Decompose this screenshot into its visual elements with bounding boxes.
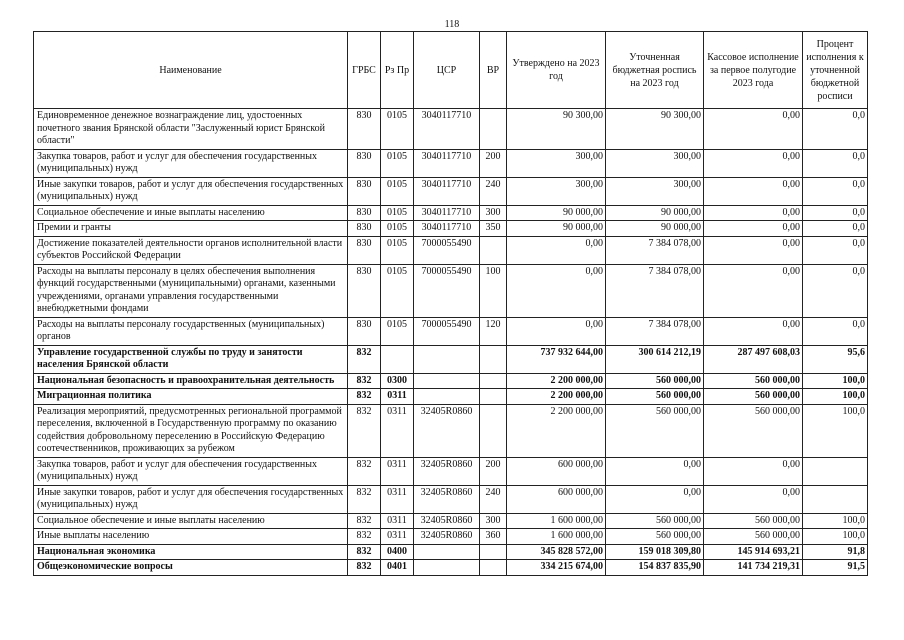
table-row	[34, 264, 868, 317]
table-row	[34, 149, 868, 177]
cell-approved: 334 215 674,00	[507, 560, 606, 576]
cell-csr	[414, 560, 480, 576]
cell-grbs: 830	[348, 205, 381, 221]
table-row	[34, 345, 868, 373]
cell-rzpr: 0105	[381, 177, 414, 205]
cell-name: Иные закупки товаров, работ и услуг для обеспечения государственных (муниципальных) нужд	[34, 485, 348, 513]
cell-name: Иные выплаты населению	[34, 529, 348, 545]
cell-approved: 1 600 000,00	[507, 513, 606, 529]
header-row	[34, 32, 868, 109]
cell-approved: 2 200 000,00	[507, 373, 606, 389]
cell-name: Иные закупки товаров, работ и услуг для обеспечения государственных (муниципальных) нужд	[34, 177, 348, 205]
cell-grbs: 832	[348, 373, 381, 389]
table-row	[34, 544, 868, 560]
cell-percent: 100,0	[803, 529, 868, 545]
cell-csr	[414, 345, 480, 373]
cell-grbs: 830	[348, 236, 381, 264]
cell-percent: 100,0	[803, 373, 868, 389]
cell-csr: 32405R0860	[414, 404, 480, 457]
cell-vr: 200	[480, 457, 507, 485]
cell-rzpr: 0311	[381, 529, 414, 545]
cell-grbs: 832	[348, 529, 381, 545]
cell-refined: 90 000,00	[606, 205, 704, 221]
table-row	[34, 404, 868, 457]
cell-rzpr: 0105	[381, 317, 414, 345]
cell-vr: 200	[480, 149, 507, 177]
cell-vr	[480, 389, 507, 405]
header-approved: Утверждено на 2023 год	[507, 32, 606, 109]
header-name: Наименование	[34, 32, 348, 109]
cell-csr: 7000055490	[414, 236, 480, 264]
cell-refined: 7 384 078,00	[606, 264, 704, 317]
cell-approved: 300,00	[507, 177, 606, 205]
cell-name: Расходы на выплаты персоналу в целях обеспечения выполнения функций государственными (муниципальными) органами, казенными учреждениями, органами управления государственными внебюджетными фондами	[34, 264, 348, 317]
cell-csr: 3040117710	[414, 149, 480, 177]
cell-cash: 0,00	[704, 264, 803, 317]
cell-grbs: 832	[348, 485, 381, 513]
cell-name: Управление государственной службы по труду и занятости населения Брянской области	[34, 345, 348, 373]
cell-percent: 0,0	[803, 221, 868, 237]
cell-rzpr: 0311	[381, 389, 414, 405]
cell-name: Миграционная политика	[34, 389, 348, 405]
cell-rzpr: 0105	[381, 236, 414, 264]
cell-csr: 3040117710	[414, 109, 480, 150]
cell-cash: 0,00	[704, 221, 803, 237]
cell-cash: 560 000,00	[704, 513, 803, 529]
cell-name: Достижение показателей деятельности органов исполнительной власти субъектов Российской Федерации	[34, 236, 348, 264]
cell-refined: 560 000,00	[606, 373, 704, 389]
cell-approved: 2 200 000,00	[507, 404, 606, 457]
cell-approved: 90 000,00	[507, 221, 606, 237]
table-row	[34, 560, 868, 576]
cell-cash: 141 734 219,31	[704, 560, 803, 576]
table-row	[34, 485, 868, 513]
cell-csr: 3040117710	[414, 205, 480, 221]
cell-approved: 600 000,00	[507, 485, 606, 513]
cell-refined: 560 000,00	[606, 513, 704, 529]
cell-refined: 90 000,00	[606, 221, 704, 237]
cell-name: Общеэкономические вопросы	[34, 560, 348, 576]
budget-table	[33, 31, 868, 576]
cell-approved: 1 600 000,00	[507, 529, 606, 545]
cell-approved: 0,00	[507, 317, 606, 345]
cell-cash: 560 000,00	[704, 529, 803, 545]
cell-rzpr: 0311	[381, 457, 414, 485]
cell-cash: 560 000,00	[704, 373, 803, 389]
cell-rzpr: 0105	[381, 149, 414, 177]
cell-vr	[480, 109, 507, 150]
table-row	[34, 373, 868, 389]
cell-name: Национальная безопасность и правоохранительная деятельность	[34, 373, 348, 389]
cell-refined: 300,00	[606, 149, 704, 177]
cell-percent: 0,0	[803, 236, 868, 264]
cell-csr: 32405R0860	[414, 457, 480, 485]
cell-name: Закупка товаров, работ и услуг для обеспечения государственных (муниципальных) нужд	[34, 457, 348, 485]
cell-cash: 0,00	[704, 205, 803, 221]
cell-approved: 600 000,00	[507, 457, 606, 485]
cell-csr: 7000055490	[414, 317, 480, 345]
cell-grbs: 830	[348, 149, 381, 177]
cell-rzpr: 0311	[381, 485, 414, 513]
table-row	[34, 236, 868, 264]
cell-vr: 240	[480, 177, 507, 205]
cell-csr	[414, 389, 480, 405]
cell-rzpr: 0311	[381, 404, 414, 457]
cell-rzpr: 0311	[381, 513, 414, 529]
cell-cash: 0,00	[704, 457, 803, 485]
cell-vr	[480, 236, 507, 264]
table-row	[34, 513, 868, 529]
cell-refined: 300,00	[606, 177, 704, 205]
cell-refined: 560 000,00	[606, 529, 704, 545]
cell-grbs: 832	[348, 345, 381, 373]
table-row	[34, 205, 868, 221]
cell-cash: 0,00	[704, 149, 803, 177]
cell-percent: 0,0	[803, 264, 868, 317]
cell-vr	[480, 345, 507, 373]
cell-approved: 2 200 000,00	[507, 389, 606, 405]
cell-rzpr	[381, 345, 414, 373]
cell-vr	[480, 404, 507, 457]
cell-grbs: 832	[348, 513, 381, 529]
cell-vr	[480, 373, 507, 389]
cell-rzpr: 0401	[381, 560, 414, 576]
header-percent: Процент исполнения к уточненной бюджетной росписи	[803, 32, 868, 109]
cell-csr: 32405R0860	[414, 529, 480, 545]
header-vr: ВР	[480, 32, 507, 109]
page-number: 118	[444, 19, 460, 30]
cell-vr: 240	[480, 485, 507, 513]
cell-cash: 0,00	[704, 109, 803, 150]
cell-approved: 90 300,00	[507, 109, 606, 150]
cell-refined: 90 300,00	[606, 109, 704, 150]
cell-vr: 300	[480, 205, 507, 221]
cell-approved: 0,00	[507, 264, 606, 317]
cell-percent: 0,0	[803, 317, 868, 345]
cell-approved: 300,00	[507, 149, 606, 177]
cell-grbs: 830	[348, 317, 381, 345]
table-row	[34, 529, 868, 545]
cell-csr: 32405R0860	[414, 485, 480, 513]
cell-vr: 360	[480, 529, 507, 545]
cell-grbs: 832	[348, 560, 381, 576]
cell-percent: 91,5	[803, 560, 868, 576]
table-row	[34, 221, 868, 237]
cell-refined: 7 384 078,00	[606, 317, 704, 345]
header-rzpr: Рз Пр	[381, 32, 414, 109]
cell-percent: 95,6	[803, 345, 868, 373]
cell-refined: 0,00	[606, 457, 704, 485]
cell-approved: 345 828 572,00	[507, 544, 606, 560]
cell-grbs: 832	[348, 404, 381, 457]
cell-percent: 91,8	[803, 544, 868, 560]
cell-grbs: 830	[348, 177, 381, 205]
cell-name: Реализация мероприятий, предусмотренных региональной программой переселения, включенной в Государственную программу по оказанию содействия добровольному переселению в Российскую Федерацию соотечественников, проживающих за рубежом	[34, 404, 348, 457]
cell-vr: 120	[480, 317, 507, 345]
cell-csr: 32405R0860	[414, 513, 480, 529]
cell-vr: 350	[480, 221, 507, 237]
cell-rzpr: 0400	[381, 544, 414, 560]
cell-cash: 560 000,00	[704, 404, 803, 457]
header-grbs: ГРБС	[348, 32, 381, 109]
cell-vr: 300	[480, 513, 507, 529]
table-row	[34, 177, 868, 205]
cell-percent	[803, 485, 868, 513]
cell-rzpr: 0300	[381, 373, 414, 389]
cell-refined: 154 837 835,90	[606, 560, 704, 576]
cell-cash: 560 000,00	[704, 389, 803, 405]
cell-approved: 90 000,00	[507, 205, 606, 221]
cell-cash: 287 497 608,03	[704, 345, 803, 373]
cell-refined: 7 384 078,00	[606, 236, 704, 264]
cell-name: Расходы на выплаты персоналу государственных (муниципальных) органов	[34, 317, 348, 345]
cell-rzpr: 0105	[381, 221, 414, 237]
cell-approved: 0,00	[507, 236, 606, 264]
header-csr: ЦСР	[414, 32, 480, 109]
cell-grbs: 830	[348, 221, 381, 237]
cell-percent: 0,0	[803, 109, 868, 150]
cell-rzpr: 0105	[381, 205, 414, 221]
cell-percent: 0,0	[803, 149, 868, 177]
cell-refined: 560 000,00	[606, 404, 704, 457]
cell-grbs: 832	[348, 389, 381, 405]
cell-percent	[803, 457, 868, 485]
cell-grbs: 830	[348, 109, 381, 150]
cell-name: Социальное обеспечение и иные выплаты населению	[34, 205, 348, 221]
cell-refined: 300 614 212,19	[606, 345, 704, 373]
cell-grbs: 830	[348, 264, 381, 317]
cell-cash: 0,00	[704, 485, 803, 513]
table-row	[34, 317, 868, 345]
cell-name: Закупка товаров, работ и услуг для обеспечения государственных (муниципальных) нужд	[34, 149, 348, 177]
header-cash: Кассовое исполнение за первое полугодие 2023 года	[704, 32, 803, 109]
cell-percent: 100,0	[803, 513, 868, 529]
cell-vr: 100	[480, 264, 507, 317]
cell-percent: 0,0	[803, 177, 868, 205]
cell-refined: 560 000,00	[606, 389, 704, 405]
cell-csr: 7000055490	[414, 264, 480, 317]
cell-cash: 145 914 693,21	[704, 544, 803, 560]
cell-rzpr: 0105	[381, 109, 414, 150]
cell-refined: 0,00	[606, 485, 704, 513]
cell-cash: 0,00	[704, 317, 803, 345]
cell-rzpr: 0105	[381, 264, 414, 317]
header-refined: Уточненная бюджетная роспись на 2023 год	[606, 32, 704, 109]
cell-name: Премии и гранты	[34, 221, 348, 237]
cell-approved: 737 932 644,00	[507, 345, 606, 373]
cell-csr: 3040117710	[414, 221, 480, 237]
table-row	[34, 389, 868, 405]
cell-grbs: 832	[348, 544, 381, 560]
table-row	[34, 457, 868, 485]
cell-refined: 159 018 309,80	[606, 544, 704, 560]
cell-percent: 0,0	[803, 205, 868, 221]
cell-csr: 3040117710	[414, 177, 480, 205]
cell-name: Единовременное денежное вознаграждение лиц, удостоенных почетного звания Брянской области "Заслуженный юрист Брянской области"	[34, 109, 348, 150]
cell-vr	[480, 544, 507, 560]
cell-cash: 0,00	[704, 236, 803, 264]
cell-name: Национальная экономика	[34, 544, 348, 560]
cell-csr	[414, 373, 480, 389]
cell-cash: 0,00	[704, 177, 803, 205]
cell-vr	[480, 560, 507, 576]
cell-grbs: 832	[348, 457, 381, 485]
table-row	[34, 109, 868, 150]
cell-percent: 100,0	[803, 389, 868, 405]
cell-csr	[414, 544, 480, 560]
cell-percent: 100,0	[803, 404, 868, 457]
cell-name: Социальное обеспечение и иные выплаты населению	[34, 513, 348, 529]
